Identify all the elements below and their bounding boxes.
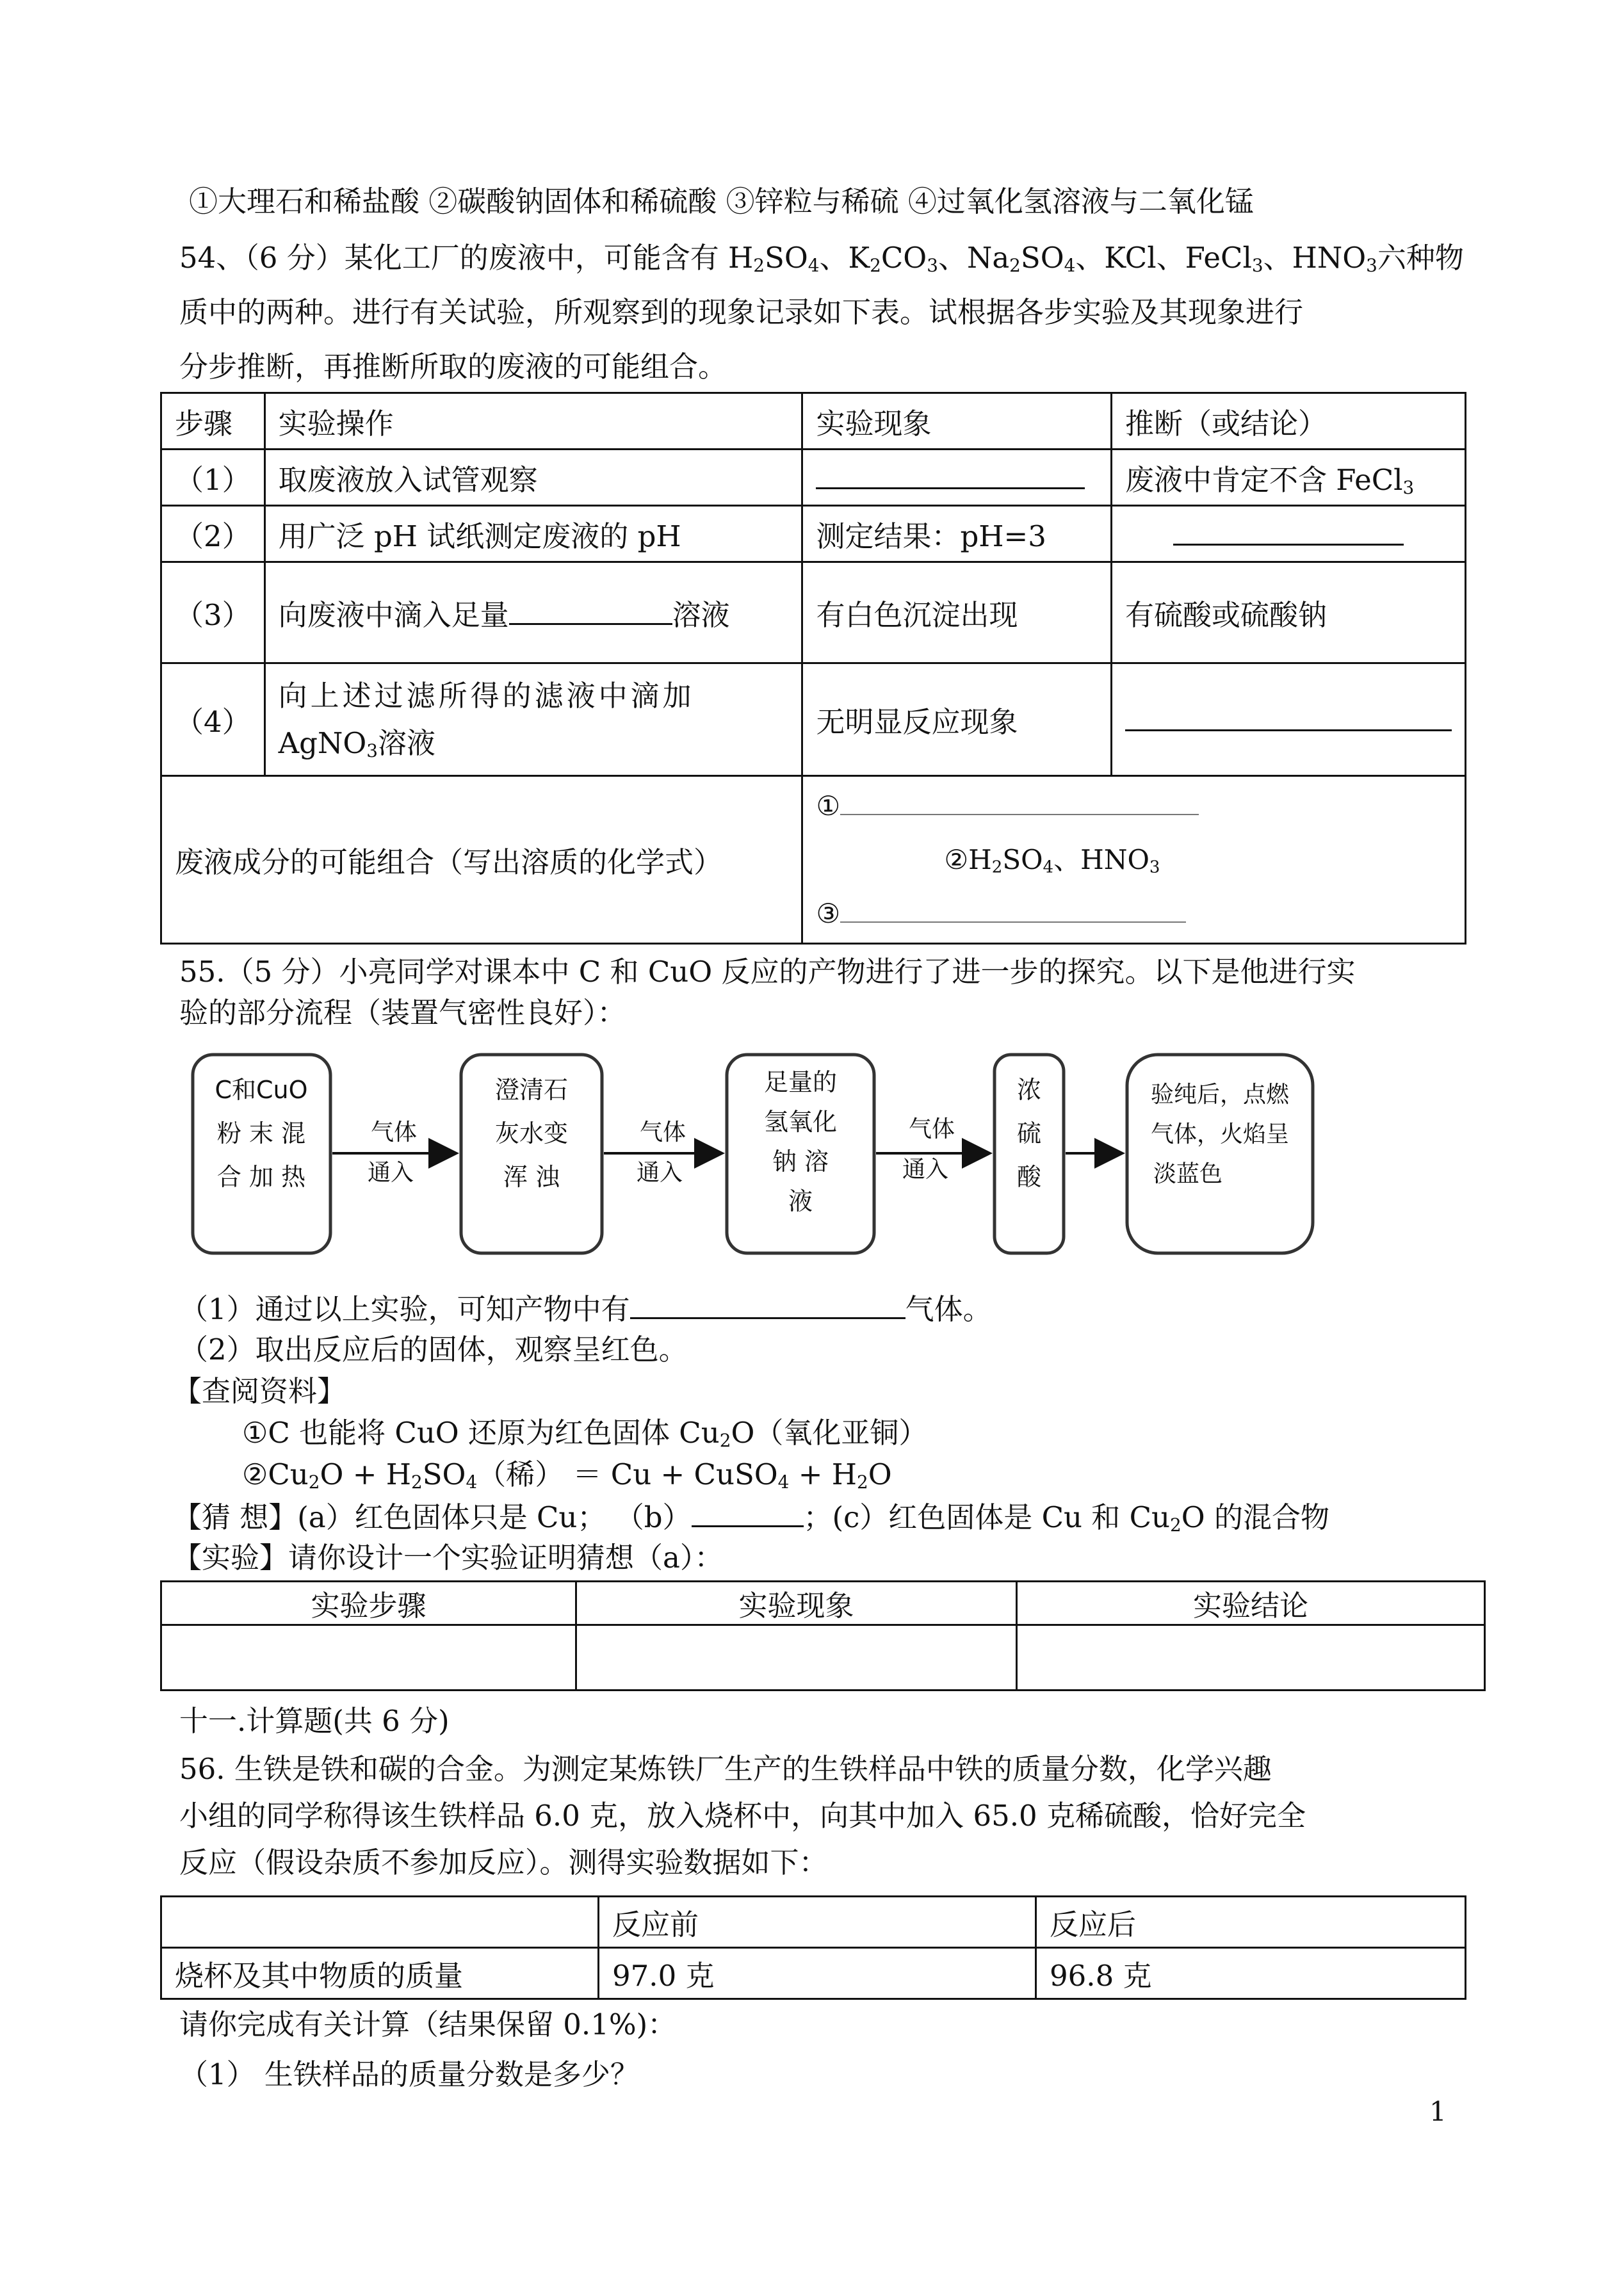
arrow-label-gas: 气体 (370, 1119, 418, 1146)
arrow-label-pass: 通入 (367, 1160, 414, 1186)
flow-box-h2so4-text: 酸 (1016, 1163, 1042, 1191)
operation-cell: 向废液中滴入足量 溶液 (264, 562, 802, 663)
flow-box-mix-heat-text: 合 加 热 (216, 1163, 306, 1191)
step-cell: （2） (161, 506, 265, 562)
conclusion-answer-cell[interactable] (1112, 506, 1466, 562)
flow-box-ignite-text: 验纯后，点燃 (1150, 1082, 1290, 1108)
conclusion-cell: 有硫酸或硫酸钠 (1112, 562, 1466, 663)
flow-box-ignite-text: 淡蓝色 (1153, 1161, 1223, 1187)
q55-sub2: （2）取出反应后的固体，观察呈红色。 (179, 1333, 688, 1366)
step-cell: （3） (161, 562, 265, 663)
flow-box-naoh-text: 钠 溶 (772, 1148, 829, 1176)
flow-box-limewater-text: 浑 浊 (503, 1163, 560, 1191)
phenomenon-cell: 有白色沉淀出现 (802, 562, 1112, 663)
flow-box-h2so4-text: 浓 (1016, 1076, 1042, 1104)
q55-line1: 55.（5 分）小亮同学对课本中 C 和 CuO 反应的产物进行了进一步的探究。以下是他进行实 (179, 955, 1356, 989)
phenomenon-cell: 无明显反应现象 (802, 663, 1112, 776)
phenomenon-answer-cell[interactable] (802, 450, 1112, 506)
table-header: 步骤 (161, 393, 265, 450)
answer-cell[interactable] (1017, 1625, 1485, 1691)
table-header: 实验现象 (576, 1582, 1017, 1625)
q55-design-table (160, 1580, 1486, 1691)
flow-box-ignite-text: 气体，火焰呈 (1150, 1121, 1290, 1148)
table-header: 反应前 (599, 1897, 1036, 1948)
flow-box-limewater-text: 灰水变 (494, 1119, 569, 1148)
reference-item-1: ①C 也能将 CuO 还原为红色固体 $Cu_2O$（氧化亚铜） (242, 1416, 928, 1452)
answer-cell[interactable] (576, 1625, 1017, 1691)
flow-box-mix-heat-text: 粉 末 混 (216, 1119, 306, 1148)
q56-line2: 小组的同学称得该生铁样品 6.0 克，放入烧杯中，向其中加入 65.0 克稀硫酸，恰好完全 (179, 1799, 1306, 1833)
flow-box-mix-heat-text: C和CuO (215, 1076, 308, 1104)
table-header: 推断（或结论） (1112, 393, 1466, 450)
q56-data-table (160, 1895, 1466, 2000)
q55-sub1: （1）通过以上实验，可知产物中有 气体。 (179, 1289, 992, 1329)
reference-item-2: $②Cu_2O + H_2SO_4$（稀） ＝ Cu + CuSO$_4$ + $H_2O$ (242, 1457, 892, 1493)
step-cell: （1） (161, 450, 265, 506)
q54-line3: 分步推断，再推断所取的废液的可能组合。 (179, 350, 727, 384)
operation-cell: 向上述过滤所得的滤液中滴加 AgNO$_3$溶液 (264, 663, 802, 776)
table-cell: 96.8 克 (1036, 1948, 1466, 1999)
q56-line3: 反应（假设杂质不参加反应）。测得实验数据如下： (179, 1845, 828, 1879)
conclusion-cell: 废液中肯定不含 FeCl$_3$ (1112, 450, 1466, 506)
q55-line2: 验的部分流程（装置气密性良好）： (179, 996, 626, 1030)
phenomenon-cell: 测定结果：pH=3 (802, 506, 1112, 562)
answer-blank[interactable] (1125, 701, 1452, 731)
hypothesis-line: 【猜 想】(a）红色固体只是 Cu； （b） ；(c）红色固体是 Cu 和 $Cu_2O$ 的混合物 (173, 1497, 1329, 1537)
q54-line1: 54、（6 分）某化工厂的废液中，可能含有 $H_2SO_4$、$K_2CO_3$、$Na_2SO_4$、KCl、FeCl$_3$、$HNO_3$六种物 (179, 241, 1464, 277)
arrow-label-gas: 气体 (639, 1119, 686, 1146)
flow-box-naoh-text: 液 (788, 1187, 813, 1215)
experiment-flow-diagram (189, 1041, 1322, 1271)
table-cell: 烧杯及其中物质的质量 (161, 1948, 599, 1999)
answer-blank[interactable] (630, 1289, 905, 1319)
experiment-instruction: 【实验】请你设计一个实验证明猜想（a）： (173, 1541, 724, 1575)
answer-blank[interactable] (840, 786, 1199, 815)
table-header (161, 1897, 599, 1948)
combo-answer-cell: ① $②H_2SO_4$、$HNO_3$ ③ (802, 776, 1466, 944)
answer-blank[interactable] (1173, 515, 1404, 546)
reference-title: 【查阅资料】 (173, 1374, 346, 1408)
arrow-label-pass: 通入 (636, 1160, 683, 1186)
table-cell: 97.0 克 (599, 1948, 1036, 1999)
conclusion-answer-cell[interactable] (1112, 663, 1466, 776)
arrow-label-gas: 气体 (908, 1116, 955, 1142)
table-header: 实验现象 (802, 393, 1112, 450)
answer-cell[interactable] (161, 1625, 576, 1691)
page-number: 1 (1429, 2096, 1447, 2127)
arrow-label-pass: 通入 (902, 1156, 949, 1183)
combo-label-cell: 废液成分的可能组合（写出溶质的化学式） (161, 776, 802, 944)
q54-experiment-table (160, 392, 1466, 945)
step-cell: （4） (161, 663, 265, 776)
section-title-calculation: 十一.计算题(共 6 分) (179, 1704, 450, 1738)
answer-blank[interactable] (692, 1497, 804, 1527)
q56-instruction: 请你完成有关计算（结果保留 0.1%)： (179, 2007, 677, 2041)
table-header: 实验步骤 (161, 1582, 576, 1625)
answer-blank[interactable] (816, 459, 1085, 489)
flow-box-naoh-text: 氢氧化 (763, 1108, 838, 1136)
operation-cell: 取废液放入试管观察 (264, 450, 802, 506)
flow-box-h2so4-text: 硫 (1016, 1119, 1042, 1148)
table-header: 实验操作 (264, 393, 802, 450)
reagent-options-line: ①大理石和稀盐酸 ②碳酸钠固体和稀硫酸 ③锌粒与稀硫 ④过氧化氢溶液与二氧化锰 (189, 184, 1254, 218)
answer-blank[interactable] (509, 595, 672, 625)
q54-line2: 质中的两种。进行有关试验，所观察到的现象记录如下表。试根据各步实验及其现象进行 (179, 295, 1304, 329)
q56-line1: 56. 生铁是铁和碳的合金。为测定某炼铁厂生产的生铁样品中铁的质量分数，化学兴趣 (179, 1752, 1272, 1786)
q56-sub1: （1） 生铁样品的质量分数是多少？ (179, 2057, 639, 2091)
operation-cell: 用广泛 pH 试纸测定废液的 pH (264, 506, 802, 562)
table-header: 实验结论 (1017, 1582, 1485, 1625)
answer-blank[interactable] (840, 893, 1186, 923)
table-header: 反应后 (1036, 1897, 1466, 1948)
flow-box-naoh-text: 足量的 (763, 1068, 838, 1096)
flow-box-limewater-text: 澄清石 (494, 1076, 569, 1104)
